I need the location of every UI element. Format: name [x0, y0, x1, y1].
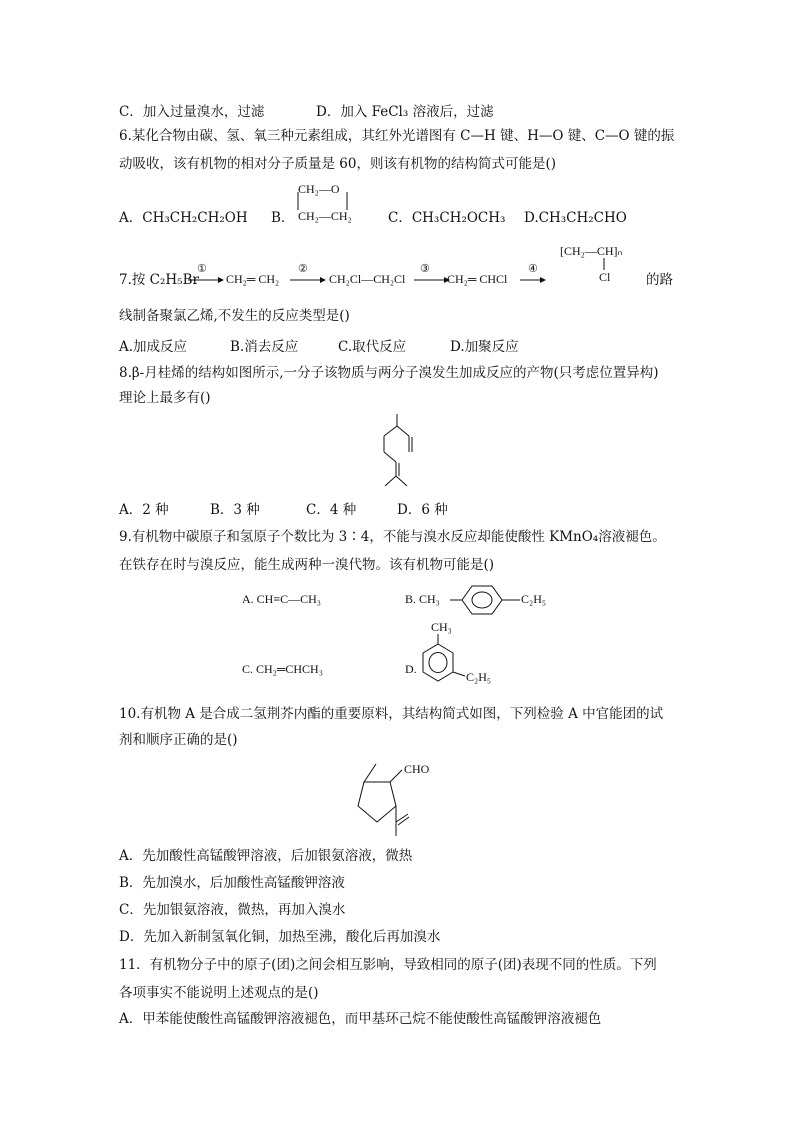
q8-stem-line1: 8.β-月桂烯的结构如图所示,一分子该物质与两分子溴发生加成反应的产物(只考虑位置异构) [119, 365, 659, 381]
q9-stem-line1: 9.有机物中碳原子和氢原子个数比为 3∶4，不能与溴水反应却能使酸性 KMnO₄溶液褪色。 [119, 529, 666, 545]
q8-myrcene-structure [375, 412, 425, 494]
q8-option-c: C．4 种 [306, 502, 357, 518]
q7-option-c: C.取代反应 [338, 339, 407, 355]
q10-option-d: D．先加入新制氢氧化铜，加热至沸，酸化后再加溴水 [119, 929, 441, 945]
q11-stem-line2: 各项事实不能说明上述观点的是() [119, 985, 319, 1001]
q7-step4-label: ④ [528, 263, 538, 275]
q9-option-b-ethyl: C₂H₅ [521, 592, 547, 606]
q9-option-c: C. CH₂═CHCH₃ [242, 662, 323, 676]
q9-option-d-ethyl: C₂H₅ [466, 670, 492, 684]
q6-option-b-top: CH₂—O [298, 182, 340, 196]
q7-option-a: A.加成反应 [119, 339, 188, 355]
q9-stem-line2: 在铁存在时与溴反应，能生成两种一溴代物。该有机物可能是() [119, 557, 495, 573]
q11-option-a: A．甲苯能使酸性高锰酸钾溶液褪色，而甲基环己烷不能使酸性高锰酸钾溶液褪色 [119, 1011, 602, 1027]
q7-polymer-chain: [CH₂—CH]ₙ [560, 244, 623, 258]
q10-stem-line1: 10.有机物 A 是合成二氢荆芥内酯的重要原料，其结构简式如图，下列检验 A 中官能团的试 [119, 706, 664, 722]
q10-aldehyde-group: CHO [404, 762, 430, 776]
q7-step3-label: ③ [420, 263, 430, 275]
q9-option-d-methyl: CH₃ [431, 620, 452, 634]
q7-intermediate-ethylene: CH₂═ CH₂ [226, 272, 280, 286]
q6-option-d: D.CH₃CH₂CHO [524, 210, 627, 226]
q6-stem-line2: 动吸收，该有机物的相对分子质量是 60，则该有机物的结构简式可能是() [119, 156, 557, 172]
q9-option-b-label: B. CH₃ [405, 592, 440, 606]
q7-option-b: B.消去反应 [230, 339, 299, 355]
q7-step2-label: ② [298, 263, 308, 275]
q7-intermediate-dichloroethane: CH₂Cl—CH₂Cl [329, 272, 406, 286]
q11-stem-line1: 11．有机物分子中的原子(团)之间会相互影响，导致相同的原子(团)表现不同的性质。下列 [119, 957, 657, 973]
q7-stem-line2: 线制备聚氯乙烯,不发生的反应类型是() [119, 308, 350, 324]
q7-intermediate-vinyl-chloride: CH₂═ CHCl [447, 272, 508, 286]
q5-option-d: D．加入 FeCl₃ 溶液后，过滤 [316, 104, 494, 120]
q10-option-c: C．先加银氨溶液，微热，再加入溴水 [119, 902, 346, 918]
q6-option-b-label: B． [271, 210, 295, 226]
q10-stem-line2: 剂和顺序正确的是() [119, 732, 238, 748]
q7-option-d: D.加聚反应 [450, 339, 519, 355]
q9-option-b-benzene-ring [450, 583, 530, 617]
q8-option-b: B．3 种 [210, 502, 260, 518]
q8-option-a: A．2 种 [119, 502, 169, 518]
q7-start: 7.按 C₂H₅Br [119, 272, 199, 288]
q6-option-c: C．CH₃CH₂OCH₃ [388, 210, 506, 226]
q8-option-d: D．6 种 [397, 502, 448, 518]
q9-option-d-label: D. [405, 662, 417, 676]
q7-step1-label: ① [197, 263, 207, 275]
q10-option-b: B．先加溴水，后加酸性高锰酸钾溶液 [119, 875, 345, 891]
q10-compound-a-structure [350, 760, 410, 840]
q6-option-a: A．CH₃CH₂CH₂OH [119, 210, 248, 226]
q7-stem-tail: 的路 [646, 272, 673, 288]
q6-stem-line1: 6.某化合物由碳、氢、氧三种元素组成，其红外光谱图有 C—H 键、H—O 键、C—O 键的振 [119, 128, 675, 144]
q9-option-a: A. CH≡C—CH₃ [242, 592, 321, 606]
q7-polymer-cl: Cl [599, 270, 611, 284]
q6-option-b-bottom: CH₂—CH₂ [298, 209, 352, 223]
q10-option-a: A．先加酸性高锰酸钾溶液，后加银氨溶液，微热 [119, 848, 413, 864]
q5-option-c: C．加入过量溴水，过滤 [119, 104, 265, 120]
q8-stem-line2: 理论上最多有() [119, 390, 211, 406]
